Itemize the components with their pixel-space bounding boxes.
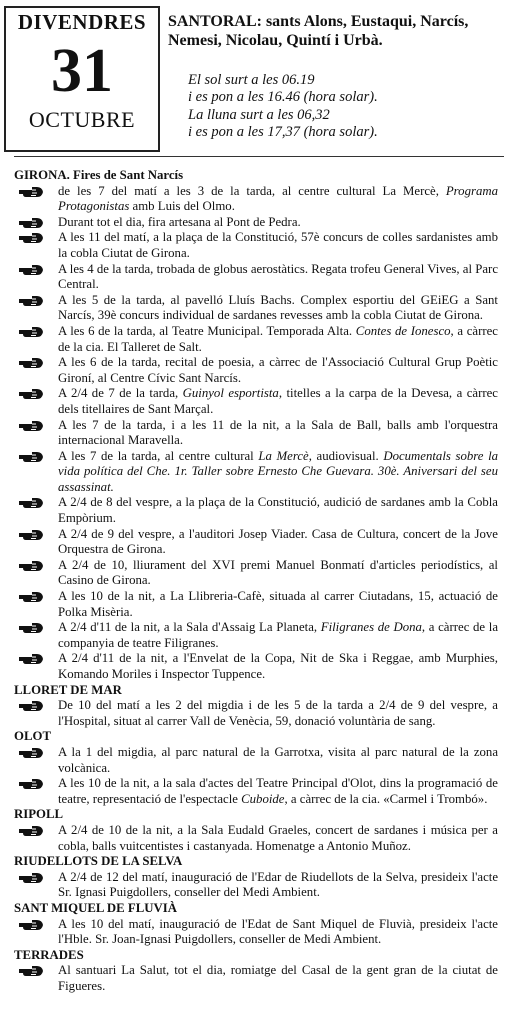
event-text: , a càrrec de la cia. «Carmel i Trombó».: [284, 791, 488, 806]
pointing-hand-icon: [18, 824, 44, 838]
event-text: A 2/4 de 9 del vespre, a l'auditori Josep Viader. Casa de Cultura, concert de la Jove Orquestra de Girona.: [58, 526, 498, 557]
pointing-hand-icon: [18, 746, 44, 760]
event-entry: [14, 917, 504, 948]
astro-line: i es pon a les 16.46 (hora solar).: [188, 89, 378, 106]
event-text: A 2/4 de 10 de la nit, a la Sala Eudald Graeles, concert de sardanes i música per a cobla, balls vuitcentistes i castanyada. Homenatge a Antonio Muñoz.: [58, 822, 498, 853]
event-entry: [14, 620, 504, 651]
section-title: RIUDELLOTS DE LA SELVA: [14, 854, 183, 869]
event-entry: [14, 262, 504, 293]
section-title: OLOT: [14, 729, 51, 744]
pointing-hand-icon: [18, 590, 44, 604]
event-text: , titelles a la carpa de la Devesa, a càrrec dels titellaires de Sant Marçal.: [58, 386, 498, 416]
event-entry: [14, 823, 504, 854]
event-text: , audiovisual.: [308, 448, 384, 463]
section: [14, 807, 504, 854]
event-entry: [14, 495, 504, 526]
section-title: SANT MIQUEL DE FLUVIÀ: [14, 900, 177, 915]
event-text: A 2/4 de 10, lliurament del XVI premi Manuel Bonmatí d'articles periodístics, al Casino de Girona.: [58, 557, 498, 588]
pointing-hand-icon: [18, 559, 44, 573]
pointing-hand-icon: [18, 652, 44, 666]
event-text: A 2/4 d'11 de la nit, a l'Envelat de la Copa, Nit de Ska i Reggae, amb Murphies, Komando Moriles i Inspector Tuppence.: [58, 651, 498, 681]
event-text: A les 11 del matí, a la plaça de la Constitució, 57è concurs de colles sardanistes amb la cobla Ciutat de Girona.: [58, 230, 498, 260]
event-text: Al santuari La Salut, tot el dia, romiatge del Casal de la gent gran de la ciutat de Figueres.: [58, 963, 498, 993]
section-title: TERRADES: [14, 947, 84, 962]
day-number: 31: [51, 37, 113, 105]
event-text: A les 4 de la tarda, trobada de globus aerostàtics. Regata trofeu General Vives, al Parc Central.: [58, 261, 498, 292]
pointing-hand-icon: [18, 419, 44, 433]
event-entry: [14, 558, 504, 589]
event-entry: [14, 776, 504, 807]
pointing-hand-icon: [18, 325, 44, 339]
event-text: Durant tot el dia, fira artesana al Pont de Pedra.: [58, 214, 301, 229]
event-text: Cuboide: [241, 791, 285, 806]
day-of-week: DIVENDRES: [17, 10, 147, 34]
section-title: LLORET DE MAR: [14, 682, 122, 697]
section: [14, 948, 504, 995]
pointing-hand-icon: [18, 294, 44, 308]
pointing-hand-icon: [18, 356, 44, 370]
event-entry: [14, 355, 504, 386]
pointing-hand-icon: [18, 918, 44, 932]
event-text: A la 1 del migdia, al parc natural de la Garrotxa, visita al parc natural de la zona volcànica.: [58, 744, 498, 775]
pointing-hand-icon: [18, 231, 44, 245]
event-text: Contes de Ionesco: [355, 323, 451, 338]
pointing-hand-icon: [18, 496, 44, 510]
section: [14, 168, 504, 683]
event-text: A les 7 de la tarda, i a les 11 de la nit, a la Sala de Ball, balls amb l'orquestra internacional Maravella.: [58, 417, 498, 448]
event-text: De 10 del matí a les 2 del migdia i de les 5 de la tarda a 2/4 de 9 del vespre, a l'Hospital, situat al carrer Vall de Venècia, 59, donació voluntària de sang.: [58, 698, 498, 728]
pointing-hand-icon: [18, 699, 44, 713]
event-entry: [14, 589, 504, 620]
event-text: A les 10 de la nit, a La Llibreria-Cafè, situada al carrer Ciutadans, 15, actuació de Polka Misèria.: [58, 589, 498, 619]
section: [14, 901, 504, 948]
event-entry: [14, 745, 504, 776]
pointing-hand-icon: [18, 263, 44, 277]
pointing-hand-icon: [18, 621, 44, 635]
event-entry: [14, 698, 504, 729]
pointing-hand-icon: [18, 216, 44, 230]
event-entry: [14, 418, 504, 449]
event-text: A les 6 de la tarda, recital de poesia, a càrrec de l'Associació Cultural Grup Poètic Gironí, al Centre Cívic Sant Narcís.: [58, 355, 498, 385]
event-text: A 2/4 d'11 de la nit, a la Sala d'Assaig La Planeta,: [58, 620, 321, 635]
pointing-hand-icon: [18, 387, 44, 401]
santoral-text: SANTORAL: sants Alons, Eustaqui, Narcís, Nemesi, Nicolau, Quintí i Urbà.: [168, 13, 469, 49]
event-text: A les 7 de la tarda, al centre cultural: [58, 448, 259, 463]
header-divider: [14, 156, 504, 157]
section: [14, 854, 504, 901]
event-entry: [14, 651, 504, 682]
event-text: amb Luis del Olmo.: [129, 199, 235, 214]
astro-line: i es pon a les 17,37 (hora solar).: [188, 123, 378, 140]
event-entry: [14, 963, 504, 994]
date-box: [4, 6, 160, 152]
pointing-hand-icon: [18, 964, 44, 978]
event-entry: [14, 324, 504, 355]
event-text: La Mercè: [258, 448, 309, 463]
pointing-hand-icon: [18, 871, 44, 885]
sun-moon-times: [188, 72, 498, 141]
event-entry: [14, 184, 504, 215]
pointing-hand-icon: [18, 777, 44, 791]
event-text: Documentals sobre la vida política del Che. 1r. Taller sobre Ernesto Che Guevara. 30è. Aniversari del seu assassinat.: [58, 448, 499, 494]
event-text: Guinyol esportista: [182, 386, 279, 401]
pointing-hand-icon: [18, 528, 44, 542]
astro-line: La lluna surt a les 06,32: [188, 106, 330, 123]
event-entry: [14, 449, 504, 496]
section-title: RIPOLL: [14, 807, 64, 822]
event-text: A les 10 de la nit, a la sala d'actes del Teatre Principal d'Olot, dins la programació de teatre, representació de l'espectacle: [58, 776, 498, 806]
month-label: OCTUBRE: [28, 107, 136, 132]
event-text: A les 6 de la tarda, al Teatre Municipal. Temporada Alta.: [58, 323, 356, 338]
event-text: , a càrrec de la companyia de teatre Filigranes.: [58, 620, 499, 650]
section: [14, 683, 504, 730]
event-text: A 2/4 de 7 de la tarda,: [58, 386, 183, 401]
pointing-hand-icon: [18, 450, 44, 464]
event-entry: [14, 293, 504, 324]
event-entry: [14, 386, 504, 417]
event-entry: [14, 215, 504, 231]
event-entry: [14, 230, 504, 261]
event-text: A les 5 de la tarda, al pavelló Lluís Bachs. Complex esportiu del GEiEG a Sant Narcís, 39è concurs individual de sardanes revesses amb la cobla Ciutat de Girona.: [58, 292, 498, 323]
event-entry: [14, 527, 504, 558]
event-entry: [14, 870, 504, 901]
event-text: de les 7 del matí a les 3 de la tarda, al centre cultural La Mercè,: [58, 183, 446, 198]
event-text: Filigranes de Dona: [320, 620, 422, 635]
section-title: GIRONA. Fires de Sant Narcís: [14, 168, 184, 182]
event-text: A 2/4 de 12 del matí, inauguració de l'Edar de Riudellots de la Selva, presideix l'acte Sr. Ignasi Puigdollers, conseller del Medi Ambient.: [58, 869, 498, 900]
section: [14, 729, 504, 807]
astro-line: El sol surt a les 06.19: [188, 72, 315, 88]
event-text: , a càrrec de la cia. El Talleret de Salt.: [58, 323, 498, 354]
pointing-hand-icon: [18, 185, 44, 199]
events-listing: [14, 168, 504, 994]
event-text: Programa Protagonistas: [58, 183, 498, 214]
event-text: A 2/4 de 8 del vespre, a la plaça de la Constitució, audició de sardanes amb la Cobla Empòrium.: [58, 495, 498, 526]
event-text: A les 10 del matí, inauguració de l'Edat de Sant Miquel de Fluvià, presideix l'acte l'Hble. Sr. Joan-Ignasi Puigdollers, conseller de Medi Ambient.: [58, 916, 498, 947]
header: [0, 0, 506, 160]
